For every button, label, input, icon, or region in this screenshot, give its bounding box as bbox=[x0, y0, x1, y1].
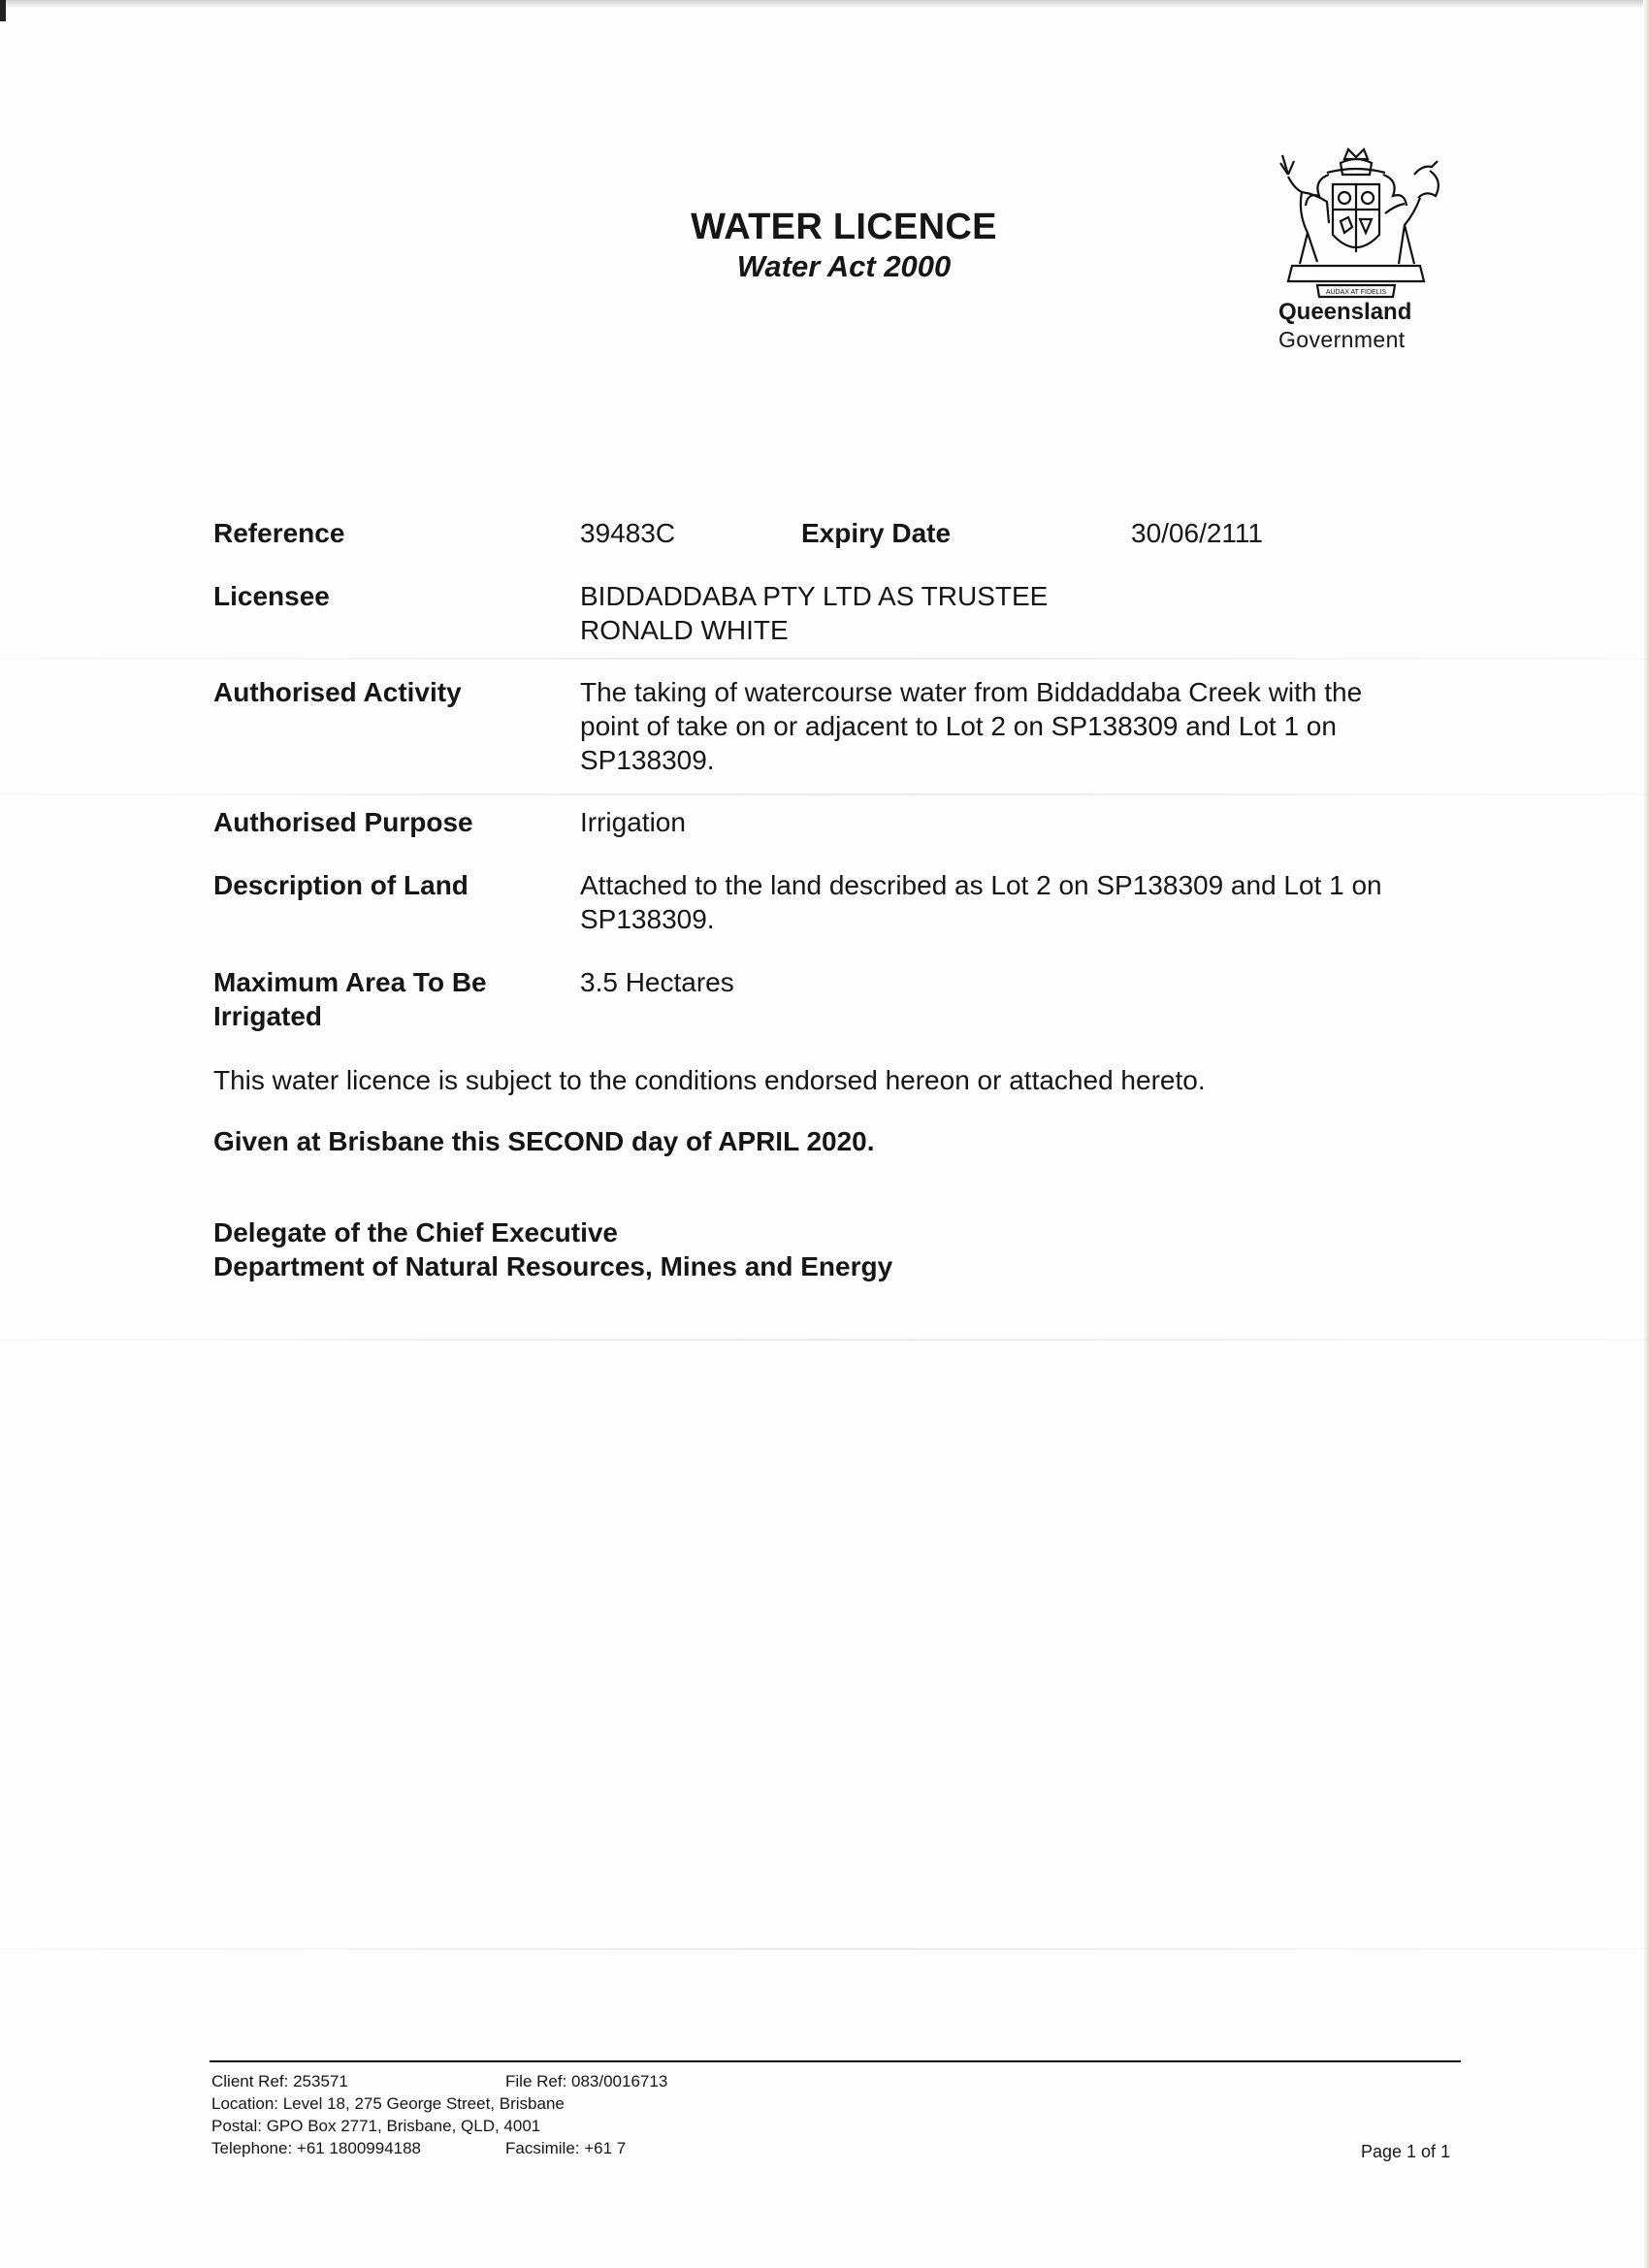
activity-line: point of take on or adjacent to Lot 2 on SP138309 and Lot 1 on bbox=[580, 711, 1337, 741]
maximum-area-value: 3.5 Hectares bbox=[580, 967, 734, 997]
footer-telephone: Telephone: +61 1800994188 bbox=[211, 2139, 422, 2157]
land-line: SP138309. bbox=[580, 904, 715, 934]
fold-line bbox=[0, 1339, 1649, 1341]
licensee-line: RONALD WHITE bbox=[580, 615, 789, 645]
document-title: WATER LICENCE bbox=[691, 207, 997, 247]
reference-value: 39483C bbox=[580, 518, 676, 548]
fold-line bbox=[0, 1948, 1649, 1950]
department-name: Department of Natural Resources, Mines and Energy bbox=[213, 1251, 893, 1281]
authorised-activity-value bbox=[580, 675, 1453, 777]
activity-line: The taking of watercourse water from Biddaddaba Creek with the bbox=[580, 677, 1363, 707]
scan-corner-mark bbox=[0, 0, 6, 21]
scan-edge-right bbox=[1643, 0, 1649, 2268]
footer-facsimile: Facsimile: +61 7 bbox=[505, 2139, 627, 2157]
fold-line bbox=[0, 658, 1649, 660]
footer-page-number: Page 1 of 1 bbox=[1361, 2142, 1451, 2161]
authorised-purpose-label: Authorised Purpose bbox=[213, 807, 473, 837]
authorised-activity-label: Authorised Activity bbox=[213, 677, 462, 707]
document-header bbox=[601, 206, 1086, 285]
conditions-statement: This water licence is subject to the conditions endorsed hereon or attached hereto. bbox=[213, 1065, 1206, 1095]
expiry-date-label: Expiry Date bbox=[801, 518, 952, 548]
document-subtitle: Water Act 2000 bbox=[736, 249, 952, 283]
land-line: Attached to the land described as Lot 2 on SP138309 and Lot 1 on bbox=[580, 870, 1382, 900]
delegate-block bbox=[213, 1215, 1474, 1283]
fold-line bbox=[0, 794, 1649, 795]
reference-label: Reference bbox=[213, 518, 345, 548]
licensee-line: BIDDADDABA PTY LTD AS TRUSTEE bbox=[580, 581, 1049, 611]
description-of-land-value bbox=[580, 868, 1453, 936]
given-statement: Given at Brisbane this SECOND day of APRIL 2020. bbox=[213, 1126, 875, 1156]
logo-name-government: Government bbox=[1278, 327, 1406, 352]
authorised-purpose-value: Irrigation bbox=[580, 807, 686, 837]
scan-edge-top bbox=[0, 0, 1649, 8]
footer-location: Location: Level 18, 275 George Street, Brisbane bbox=[211, 2094, 565, 2113]
description-of-land-label: Description of Land bbox=[213, 870, 469, 900]
footer-divider bbox=[210, 2060, 1461, 2062]
footer-client-ref: Client Ref: 253571 bbox=[211, 2072, 348, 2090]
activity-line: SP138309. bbox=[580, 745, 715, 775]
crest-motto: AUDAX AT FIDELIS bbox=[1325, 289, 1387, 296]
logo-name-queensland: Queensland bbox=[1278, 299, 1412, 325]
expiry-date-value: 30/06/2111 bbox=[1131, 518, 1263, 548]
footer-postal: Postal: GPO Box 2771, Brisbane, QLD, 4001 bbox=[211, 2117, 541, 2135]
queensland-coat-of-arms-icon bbox=[1259, 146, 1453, 301]
maximum-area-label-line: Irrigated bbox=[213, 1001, 323, 1031]
licensee-value bbox=[580, 579, 1453, 647]
maximum-area-label-line: Maximum Area To Be bbox=[213, 967, 487, 997]
footer-file-ref: File Ref: 083/0016713 bbox=[505, 2072, 668, 2090]
delegate-title: Delegate of the Chief Executive bbox=[213, 1217, 619, 1247]
maximum-area-label bbox=[213, 965, 487, 1033]
licensee-label: Licensee bbox=[213, 581, 330, 611]
